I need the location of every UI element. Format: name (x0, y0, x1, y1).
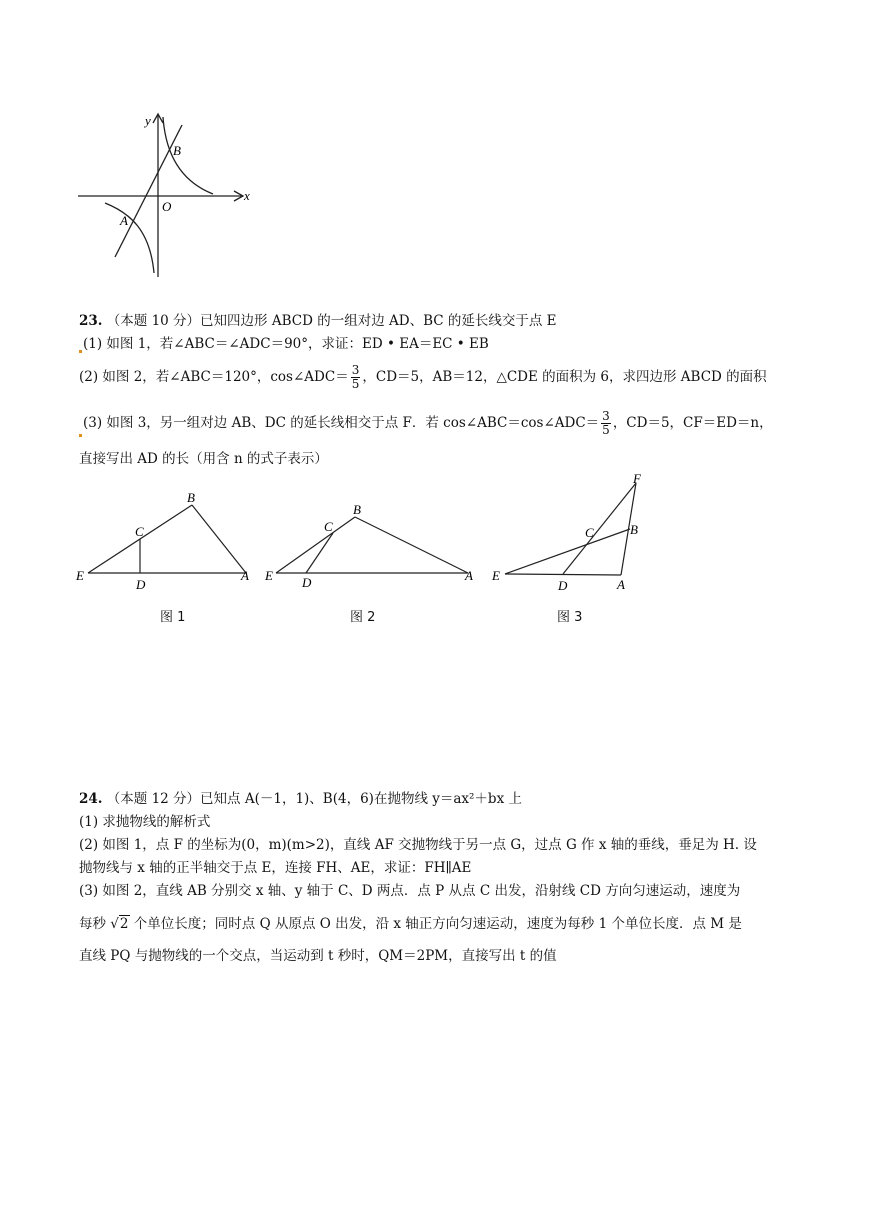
q23-part1-text: (1) 如图 1，若∠ABC＝∠ADC＝90°，求证：ED • EA＝EC • EB (83, 336, 489, 352)
q23-part1 (79, 335, 489, 353)
q24-part3-text-2a: 每秒 (79, 916, 106, 932)
q23-stem-line (79, 312, 557, 330)
fig3-caption: 图 3 (557, 610, 583, 625)
q24-part2-line1 (79, 836, 757, 854)
q24-number: 24. (79, 791, 103, 807)
line-ab (115, 125, 182, 257)
fig2-caption: 图 2 (350, 610, 376, 625)
fraction-3-5: $\frac{3}{5}$ (602, 409, 610, 437)
label-a: A (120, 213, 128, 228)
fig2-label-b: B (353, 502, 361, 517)
label-o: O (162, 199, 172, 214)
fig2-label-a: A (465, 568, 473, 583)
fig1-label-d: D (136, 577, 146, 592)
fig1-label-e: E (76, 568, 84, 583)
edit-marker (79, 434, 82, 437)
function-graph (70, 105, 260, 280)
q24-stem: （本题 12 分）已知点 A(－1，1)、B(4，6)在抛物线 y＝ax²＋bx 上 (106, 791, 522, 807)
fig3-label-a: A (617, 577, 625, 592)
q24-part3-line2 (79, 915, 742, 933)
q24-part3-text-1: (3) 如图 2，直线 AB 分别交 x 轴、y 轴于 C、D 两点．点 P 从点 C 出发，沿射线 CD 方向匀速运动，速度为 (79, 883, 741, 899)
q23-part2-text-b: ，CD＝5，AB＝12，△CDE 的面积为 6，求四边形 ABCD 的面积 (362, 369, 767, 385)
fig2-label-e: E (265, 568, 273, 583)
q24-part2-line2 (79, 859, 471, 877)
q24-part2-text-1: (2) 如图 1，点 F 的坐标为(0，m)(m>2)，直线 AF 交抛物线于另一点 G，过点 G 作 x 轴的垂线，垂足为 H. 设 (79, 837, 757, 853)
q23-part3-text-a: (3) 如图 3，另一组对边 AB、DC 的延长线相交于点 F．若 cos∠ABC＝cos∠ADC＝ (83, 415, 600, 431)
q23-part3 (79, 410, 773, 437)
fig2-label-c: C (324, 519, 333, 534)
q24-stem-line (79, 790, 522, 808)
fig1-label-c: C (135, 524, 144, 539)
edit-marker (79, 350, 82, 353)
figure-1 (74, 488, 259, 598)
sqrt-2: √2 (110, 916, 129, 932)
fig3-label-d: D (558, 578, 568, 593)
figure-3 (488, 470, 663, 595)
fig2-label-d: D (302, 575, 312, 590)
q24-part3-line1 (79, 882, 740, 900)
q23-number: 23. (79, 313, 103, 329)
fig1-label-a: A (241, 568, 249, 583)
q23-part3-line2 (79, 450, 328, 468)
fig3-label-c: C (585, 525, 594, 540)
fig1-caption: 图 1 (160, 610, 186, 625)
q24-part3-text-2b: 个单位长度；同时点 Q 从原点 O 出发，沿 x 轴正方向匀速运动，速度为每秒 1 个单位长度．点 M 是 (133, 916, 742, 932)
label-b: B (173, 143, 181, 158)
q23-part3-text-b: ，CD＝5，CF＝ED＝n， (612, 415, 773, 431)
q24-part2-text-2: 抛物线与 x 轴的正半轴交于点 E，连接 FH、AE，求证：FH∥AE (79, 860, 472, 876)
fig1-label-b: B (187, 490, 195, 505)
hyperbola-branch-lower (105, 203, 154, 273)
label-x: x (244, 188, 250, 203)
q24-part3-text-3: 直线 PQ 与抛物线的一个交点，当运动到 t 秒时，QM＝2PM，直接写出 t 的值 (79, 948, 557, 964)
q24-part3-line3 (79, 947, 557, 965)
q23-part2-text-a: (2) 如图 2，若∠ABC＝120°，cos∠ADC＝ (79, 369, 349, 385)
fig3-label-e: E (492, 568, 500, 583)
label-y: y (145, 113, 151, 128)
q23-stem: （本题 10 分）已知四边形 ABCD 的一组对边 AD、BC 的延长线交于点 E (106, 313, 557, 329)
fig3-label-b: B (630, 522, 638, 537)
fraction-3-5: $\frac{3}{5}$ (351, 363, 360, 391)
q24-part1 (79, 813, 210, 831)
fig3-label-f: F (633, 471, 641, 486)
q24-part1-text: (1) 求抛物线的解析式 (79, 814, 211, 830)
figure-2 (262, 500, 484, 595)
q23-part2 (79, 364, 767, 391)
q23-part3-text-c: 直接写出 AD 的长（用含 n 的式子表示） (79, 451, 328, 467)
hyperbola-branch-upper (163, 117, 213, 194)
